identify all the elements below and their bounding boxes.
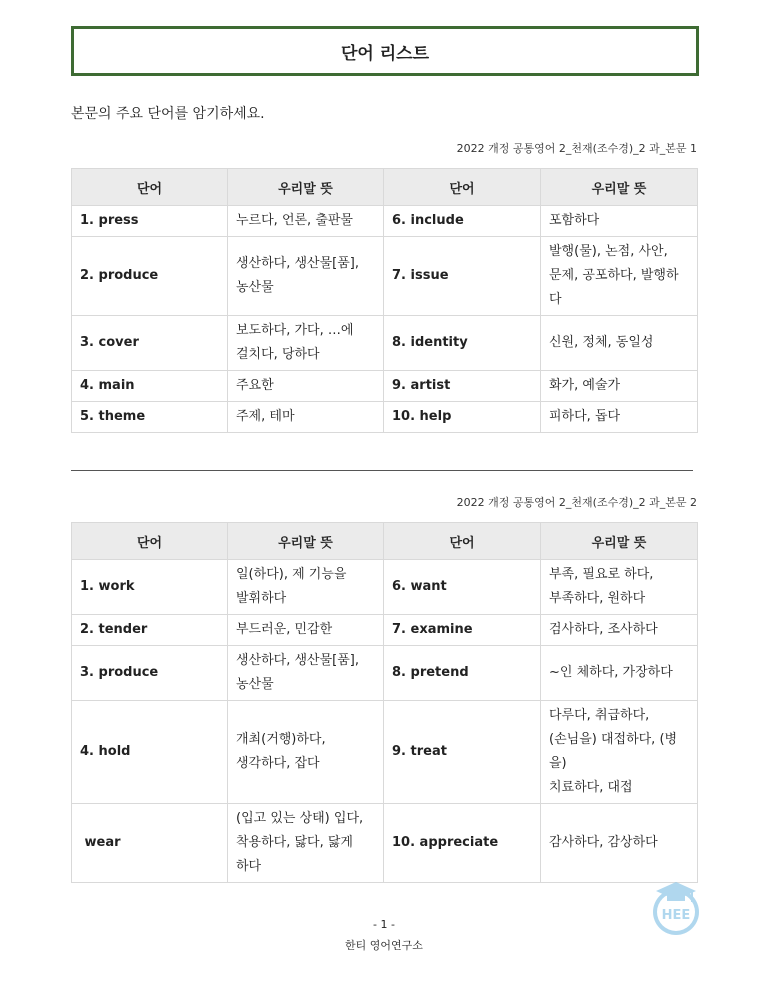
- meaning-cell: 생산하다, 생산물[품], 농산물: [228, 237, 384, 316]
- table-row: [72, 371, 698, 402]
- table-row: [72, 560, 698, 615]
- meaning-cell: 개최(거행)하다, 생각하다, 잡다: [228, 701, 384, 804]
- meaning-cell: 발행(물), 논점, 사안, 문제, 공포하다, 발행하다: [541, 237, 698, 316]
- word-cell: 10. appreciate: [384, 804, 541, 883]
- table-row: [72, 316, 698, 371]
- meaning-cell: 감사하다, 감상하다: [541, 804, 698, 883]
- section-2-source: 2022 개정 공통영어 2_천재(조수경)_2 과_본문 2: [456, 496, 697, 509]
- vocab-table-1: [71, 168, 698, 433]
- header-meaning: 우리말 뜻: [541, 523, 698, 560]
- meaning-cell: 일(하다), 제 기능을 발휘하다: [228, 560, 384, 615]
- word-cell: 9. artist: [384, 371, 541, 402]
- word-cell: 1. press: [72, 206, 228, 237]
- hee-logo: [648, 878, 704, 938]
- word-cell: 6. include: [384, 206, 541, 237]
- word-cell: 2. produce: [72, 237, 228, 316]
- table-row: [72, 402, 698, 433]
- table-row: [72, 646, 698, 701]
- meaning-cell: 피하다, 돕다: [541, 402, 698, 433]
- logo-text: HEE: [661, 908, 691, 923]
- word-cell: 8. pretend: [384, 646, 541, 701]
- meaning-cell: (입고 있는 상태) 입다, 착용하다, 닳다, 닳게 하다: [228, 804, 384, 883]
- word-cell: 4. main: [72, 371, 228, 402]
- meaning-cell: 주제, 테마: [228, 402, 384, 433]
- meaning-cell: 주요한: [228, 371, 384, 402]
- title-box: [71, 26, 699, 76]
- table-row: [72, 237, 698, 316]
- meaning-cell: 생산하다, 생산물[품], 농산물: [228, 646, 384, 701]
- section-divider: [71, 470, 693, 471]
- meaning-cell: 다루다, 취급하다, (손님을) 대접하다, (병을) 치료하다, 대접: [541, 701, 698, 804]
- word-cell: 9. treat: [384, 701, 541, 804]
- vocab-table-2: [71, 522, 698, 883]
- meaning-cell: 신원, 정체, 동일성: [541, 316, 698, 371]
- meaning-cell: 검사하다, 조사하다: [541, 615, 698, 646]
- word-cell: 8. identity: [384, 316, 541, 371]
- table-row: [72, 615, 698, 646]
- word-cell: 2. tender: [72, 615, 228, 646]
- header-word: 단어: [384, 523, 541, 560]
- page-number: - 1 -: [373, 918, 395, 931]
- word-cell: 3. cover: [72, 316, 228, 371]
- word-cell: 3. produce: [72, 646, 228, 701]
- header-meaning: 우리말 뜻: [541, 169, 698, 206]
- table-row: [72, 701, 698, 804]
- header-meaning: 우리말 뜻: [228, 169, 384, 206]
- word-cell: 6. want: [384, 560, 541, 615]
- meaning-cell: 누르다, 언론, 출판물: [228, 206, 384, 237]
- word-cell: 7. examine: [384, 615, 541, 646]
- word-cell: 1. work: [72, 560, 228, 615]
- footer-org-name: 한티 영어연구소: [345, 939, 423, 952]
- meaning-cell: ~인 체하다, 가장하다: [541, 646, 698, 701]
- header-word: 단어: [72, 169, 228, 206]
- word-cell: 10. help: [384, 402, 541, 433]
- header-word: 단어: [72, 523, 228, 560]
- word-cell: 4. hold: [72, 701, 228, 804]
- word-cell: 7. issue: [384, 237, 541, 316]
- meaning-cell: 부족, 필요로 하다, 부족하다, 원하다: [541, 560, 698, 615]
- table-row: [72, 206, 698, 237]
- instruction-text: 본문의 주요 단어를 암기하세요.: [71, 106, 265, 122]
- table-header-row: [72, 523, 698, 560]
- word-cell: wear: [72, 804, 228, 883]
- table-header-row: [72, 169, 698, 206]
- meaning-cell: 부드러운, 민감한: [228, 615, 384, 646]
- page-title: 단어 리스트: [340, 43, 430, 64]
- meaning-cell: 화가, 예술가: [541, 371, 698, 402]
- section-1-source: 2022 개정 공통영어 2_천재(조수경)_2 과_본문 1: [456, 142, 697, 155]
- word-cell: 5. theme: [72, 402, 228, 433]
- header-word: 단어: [384, 169, 541, 206]
- meaning-cell: 포함하다: [541, 206, 698, 237]
- table-row: [72, 804, 698, 883]
- meaning-cell: 보도하다, 가다, …에 걸치다, 당하다: [228, 316, 384, 371]
- header-meaning: 우리말 뜻: [228, 523, 384, 560]
